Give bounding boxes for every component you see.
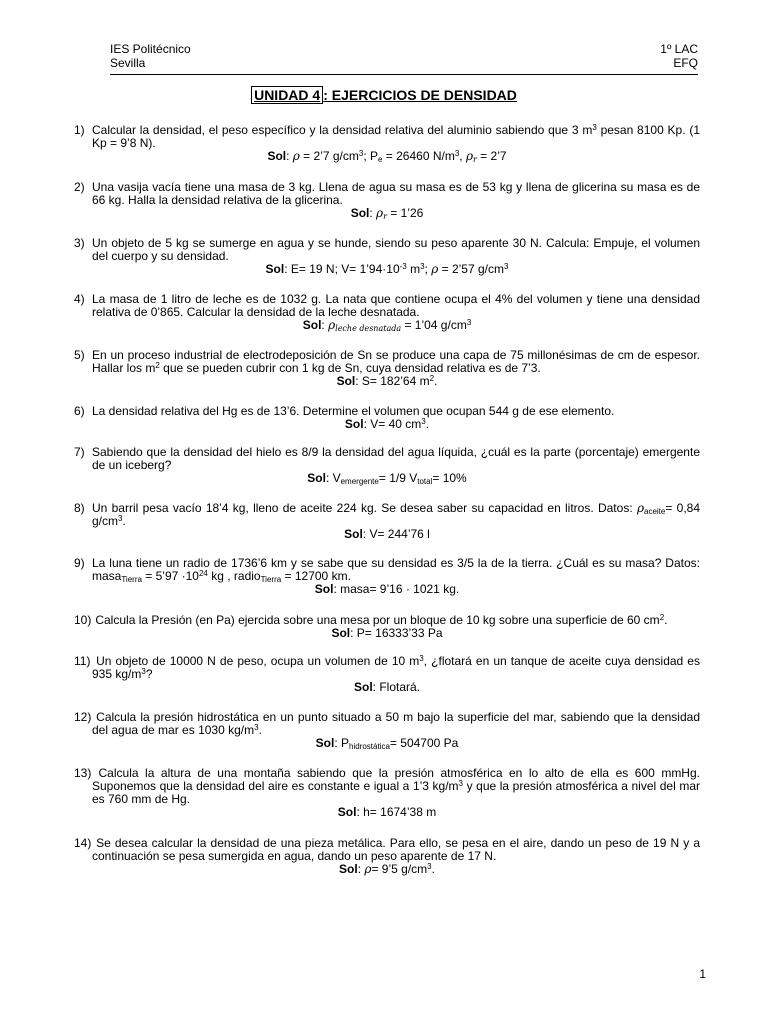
exercise-number: 10) [74, 613, 92, 627]
solution: Sol: h= 1674’38 m [337, 805, 437, 819]
exercise-statement: 5) En un proceso industrial de electrodeposición de Sn se produce una capa de 75 millonésimas de cm de espesor. Hallar los $m^2$ que se pueden cubrir con 1 kg de Sn, cuya densidad relativa es de 7’3. [74, 348, 700, 375]
exercise-3 [74, 237, 700, 276]
exercise-statement: 8) Un barril pesa vacío 18’4 kg, lleno de aceite 224 kg. Se desea saber su capacidad en litros. Datos: $\rho_{aceite}= 0,84$ $g/cm^3$. [74, 501, 701, 528]
subject-name: EFQ [673, 56, 698, 70]
solution: Sol: Flotará. [353, 680, 421, 694]
exercise-13 [74, 767, 700, 819]
solution: Sol: $V_{emergente}= 1/9$ $V_{total}= 10\%$ [307, 471, 467, 486]
exercise-number: 11) [74, 654, 91, 668]
exercise-number: 8) [74, 501, 85, 515]
solution: Sol: V= 40 $cm^3$. [344, 417, 430, 431]
title-unit: UNIDAD 4 [251, 86, 323, 104]
exercise-8 [74, 502, 700, 541]
exercise-statement: 9) La luna tiene un radio de 1736’6 km y se sabe que su densidad es 3/5 la de la tierra. ¿Cuál es su masa? Datos: masa$_{Tierra}$ = 5’97 $\cdot 10^{24}$ kg , radio$_{Tierra}$ = 12700 km. [74, 556, 700, 584]
exercise-statement: 6) La densidad relativa del Hg es de 13’6. Determine el volumen que ocupan 544 g de ese elemento. [74, 404, 615, 418]
exercise-number: 12) [74, 710, 92, 724]
solution: Sol: $P_{hidrostática}= 504700$ Pa [315, 736, 459, 751]
exercise-number: 4) [74, 292, 85, 306]
solution: Sol: masa= 9’16 · 1021 kg. [314, 582, 460, 596]
exercise-number: 13) [74, 766, 92, 780]
exercise-number: 7) [74, 445, 85, 459]
solution: Sol: $\rho_r$ = 1’26 [350, 206, 424, 221]
exercise-statement: 2) Una vasija vacía tiene una masa de 3 kg. Llena de agua su masa es de 53 kg y llena de glicerina su masa es de 66 kg. Halla la densidad relativa de la glicerina. [74, 180, 700, 207]
exercise-number: 6) [74, 404, 85, 418]
exercise-10 [74, 614, 700, 640]
exercise-statement: 10) Calcula la Presión (en Pa) ejercida sobre una mesa por un bloque de 10 kg sobre una superficie de 60 $cm^2$. [74, 613, 668, 627]
header-right [660, 42, 698, 70]
city-name: Sevilla [110, 56, 146, 70]
course-name: 1º LAC [660, 42, 698, 56]
exercise-statement: 12) Calcula la presión hidrostática en un punto situado a 50 m bajo la superficie del mar, sabiendo que la densidad del agua de mar es 1030 $kg/m^3$. [74, 710, 700, 737]
exercise-statement: 11) Un objeto de 10000 N de peso, ocupa un volumen de 10 $m^3$, ¿flotará en un tanque de aceite cuya densidad es 935 $kg/m^3$? [74, 654, 700, 681]
exercise-1 [74, 124, 700, 163]
exercise-number: 2) [74, 180, 85, 194]
solution: Sol: E= 19 N; $V= 1’94\cdot 10^{-3}$ $m^3$; ρ = 2’57 $g/cm^3$ [265, 262, 509, 276]
exercise-statement: 14) Se desea calcular la densidad de una pieza metálica. Para ello, se pesa en el aire, dando un peso de 19 N y a continuación se pesa sumergida en agua, dando un peso aparente de 17 N. [74, 836, 701, 863]
header-divider [110, 74, 698, 75]
solution: Sol: $\rho_{leche desnatada}$ = 1’04 $g/cm^3$ [302, 318, 472, 333]
exercise-number: 9) [74, 556, 85, 570]
exercise-6 [74, 405, 700, 431]
exercise-9 [74, 557, 700, 596]
exercise-statement: 1) Calcular la densidad, el peso específico y la densidad relativa del aluminio sabiendo que 3 $m^3$ pesan 8100 Kp. (1 Kp = 9’8 N). [74, 123, 700, 150]
solution: Sol: V= 244’76 l [344, 527, 430, 541]
exercise-12 [74, 711, 700, 750]
exercise-5 [74, 349, 700, 388]
exercise-number: 14) [74, 836, 92, 850]
solution: Sol: S= 182’64 $m^2$. [336, 374, 438, 388]
exercise-2 [74, 181, 700, 220]
solution: Sol: ρ= 9’5 $g/cm^3$. [339, 862, 435, 876]
exercise-statement: 3) Un objeto de 5 kg se sumerge en agua y se hunde, siendo su peso aparente 30 N. Calcula: Empuje, el volumen del cuerpo y su densidad. [74, 236, 700, 263]
title-rest: : EJERCICIOS DE DENSIDAD [323, 87, 517, 103]
exercise-statement: 7) Sabiendo que la densidad del hielo es 8/9 la densidad del agua líquida, ¿cuál es la parte (porcentaje) emergente de un iceberg? [74, 445, 700, 472]
exercise-number: 1) [74, 123, 85, 137]
solution: Sol: P= 16333’33 Pa [331, 626, 443, 640]
exercise-number: 3) [74, 236, 85, 250]
exercise-statement: 13) Calcula la altura de una montaña sabiendo que la presión atmosférica en lo alto de ella es 600 mmHg. Suponemos que la densidad del aire es constante e igual a 1’3 $kg/m^3$ y que la presión atmosférica a nivel del mar es 760 mm de Hg. [74, 766, 701, 806]
exercise-4 [74, 293, 700, 332]
exercise-7 [74, 446, 700, 485]
exercise-number: 5) [74, 348, 85, 362]
solution: Sol: ρ = 2’7 $g/cm^3$; $P_e = 26460$ $N/m^3$, $\rho_r$ = 2’7 [267, 149, 507, 164]
header-left [110, 42, 191, 70]
page-number: 1 [699, 967, 706, 981]
exercise-statement: 4) La masa de 1 litro de leche es de 1032 g. La nata que contiene ocupa el 4% del volumen y tiene una densidad relativa de 0’865. Calcular la densidad de la leche desnatada. [74, 292, 700, 319]
exercise-11 [74, 655, 700, 694]
page-title [0, 87, 768, 103]
institution-name: IES Politécnico [110, 42, 191, 56]
exercise-14 [74, 837, 700, 876]
